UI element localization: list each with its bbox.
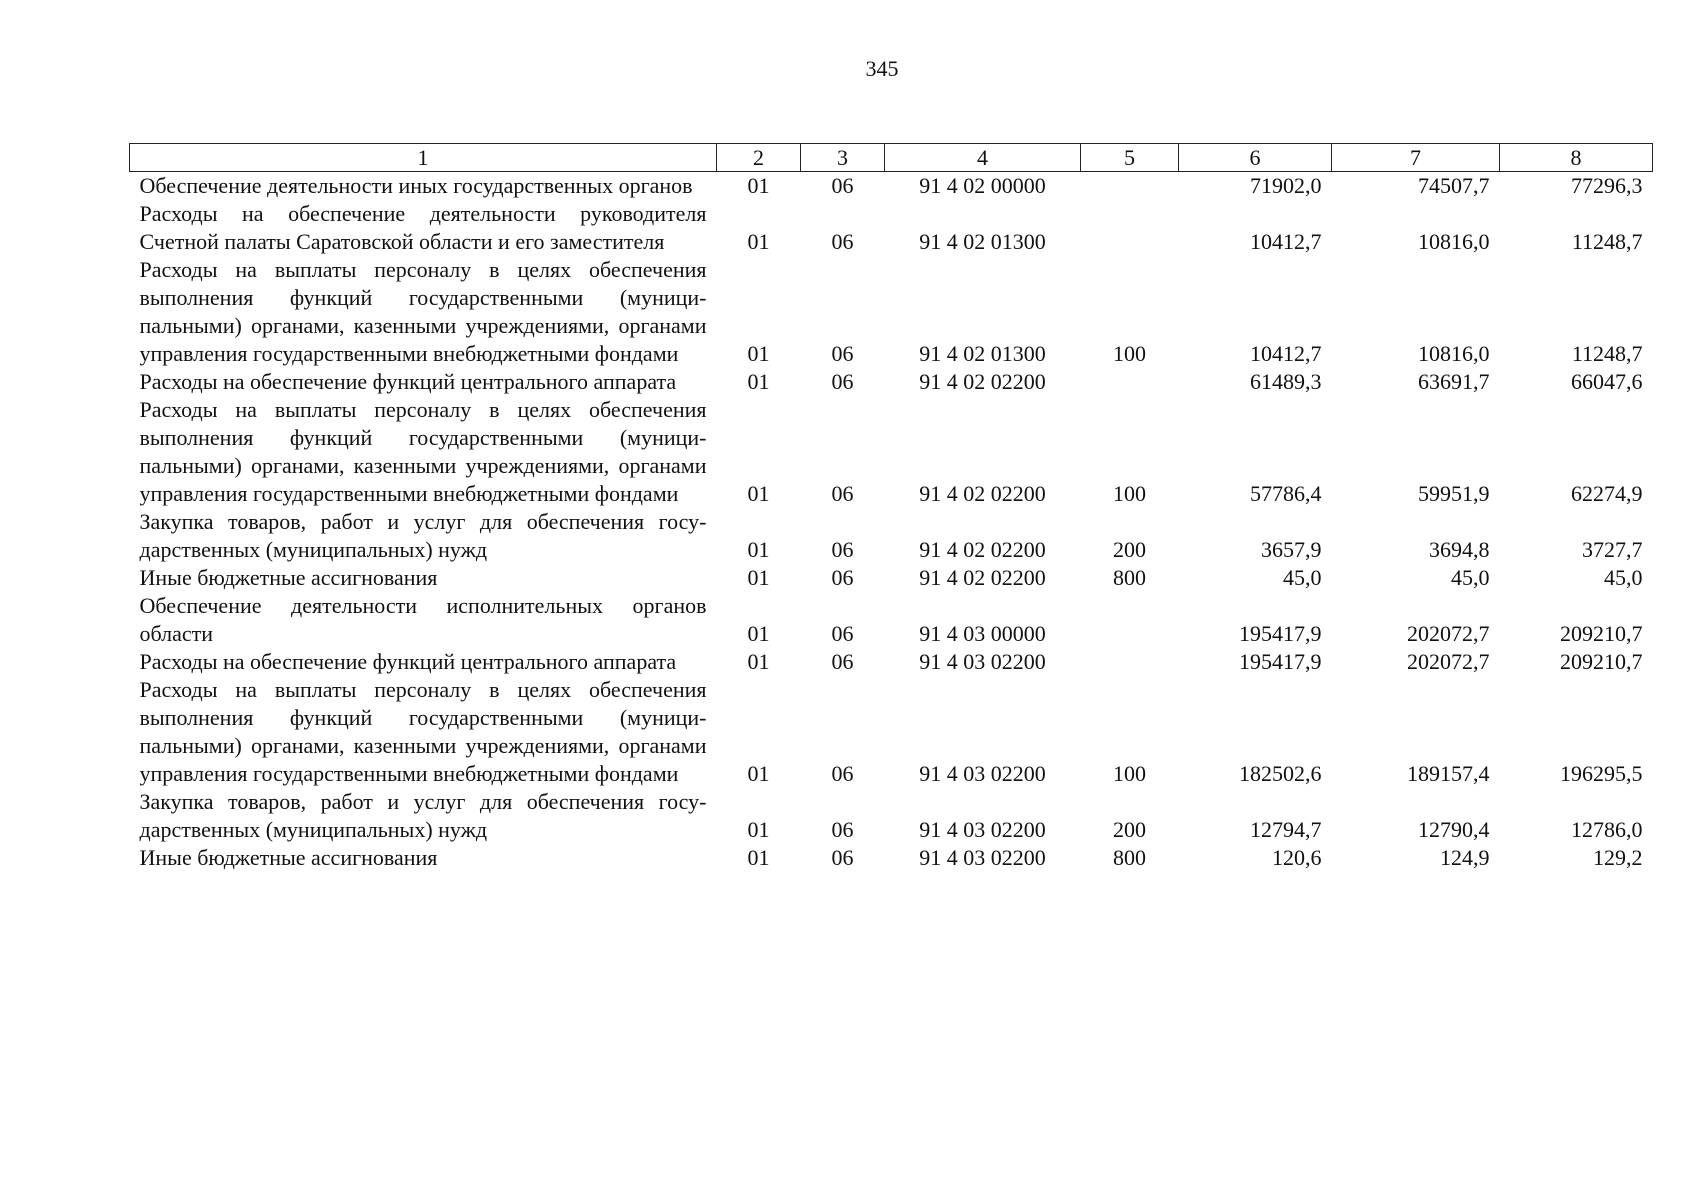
table-body [130, 172, 1653, 873]
row-expense-type: 200 [1113, 817, 1146, 842]
row-value-col7: 10816,0 [1418, 229, 1490, 254]
row-expense-type: 200 [1113, 537, 1146, 562]
row-section: 01 [747, 817, 770, 842]
row-expense-type: 800 [1113, 845, 1146, 870]
row-value-col7: 10816,0 [1418, 341, 1490, 366]
table-row [130, 172, 1653, 201]
row-value-col8: 11248,7 [1571, 341, 1643, 366]
row-expense-type [1081, 648, 1179, 676]
row-name: Обеспечение деятельности иных государственных органов [139, 173, 693, 198]
table-row [130, 564, 1653, 592]
row-value-col8: 209210,7 [1560, 649, 1643, 674]
row-section: 01 [747, 621, 770, 646]
budget-table [129, 143, 1653, 872]
row-section: 01 [747, 761, 770, 786]
row-subsection: 06 [831, 621, 854, 646]
row-value-col6: 12794,7 [1250, 817, 1322, 842]
row-section: 01 [747, 341, 770, 366]
row-subsection: 06 [831, 845, 854, 870]
row-expense-type: 100 [1113, 761, 1146, 786]
row-subsection: 06 [831, 341, 854, 366]
row-value-col8: 129,2 [1593, 845, 1643, 870]
row-value-col7: 202072,7 [1407, 621, 1490, 646]
page-number: 345 [865, 56, 899, 81]
row-expense-type: 100 [1113, 341, 1146, 366]
row-section: 01 [747, 481, 770, 506]
row-subsection: 06 [831, 481, 854, 506]
header-col-5: 5 [1081, 144, 1179, 172]
row-subsection: 06 [831, 229, 854, 254]
row-value-col6: 57786,4 [1250, 481, 1322, 506]
header-col-8: 8 [1500, 144, 1653, 172]
row-name: Расходы на выплаты персоналу в целях обеспечения выполнения функций государственными (муниципальными) органами, казенными учреждениями, органами управления государственными внебюджетными фондами [139, 397, 707, 506]
row-value-col8: 77296,3 [1571, 173, 1643, 198]
row-subsection: 06 [831, 761, 854, 786]
header-col-6: 6 [1179, 144, 1332, 172]
row-value-col7: 45,0 [1451, 565, 1490, 590]
row-section: 01 [747, 565, 770, 590]
row-section: 01 [747, 649, 770, 674]
row-value-col8: 11248,7 [1571, 229, 1643, 254]
row-target-code: 91 4 03 02200 [919, 817, 1046, 842]
row-value-col7: 202072,7 [1407, 649, 1490, 674]
row-expense-type: 100 [1113, 481, 1146, 506]
row-target-code: 91 4 02 02200 [919, 481, 1046, 506]
table-row [130, 396, 1653, 508]
row-target-code: 91 4 02 02200 [919, 369, 1046, 394]
table-row [130, 648, 1653, 676]
table-row [130, 592, 1653, 648]
row-name: Расходы на обеспечение функций центрального аппарата [139, 649, 677, 674]
header-row [130, 144, 1653, 172]
row-target-code: 91 4 02 01300 [919, 229, 1046, 254]
table-row [130, 508, 1653, 564]
row-value-col8: 196295,5 [1560, 761, 1643, 786]
row-value-col6: 61489,3 [1250, 369, 1322, 394]
row-target-code: 91 4 02 01300 [919, 341, 1046, 366]
table-row [130, 256, 1653, 368]
row-name: Расходы на обеспечение деятельности руководителя Счетной палаты Саратовской области и его заместителя [139, 201, 707, 254]
row-name: Расходы на выплаты персоналу в целях обеспечения выполнения функций государственными (муниципальными) органами, казенными учреждениями, органами управления государственными внебюджетными фондами [139, 677, 707, 786]
row-section: 01 [747, 537, 770, 562]
row-value-col8: 3727,7 [1582, 537, 1643, 562]
row-value-col8: 12786,0 [1571, 817, 1643, 842]
table-row [130, 368, 1653, 396]
row-expense-type [1081, 592, 1179, 648]
row-name: Расходы на обеспечение функций центрального аппарата [139, 369, 677, 394]
table-row [130, 844, 1653, 872]
row-subsection: 06 [831, 817, 854, 842]
row-section: 01 [747, 173, 770, 198]
row-subsection: 06 [831, 173, 854, 198]
row-section: 01 [747, 845, 770, 870]
header-col-7: 7 [1332, 144, 1500, 172]
row-value-col6: 45,0 [1283, 565, 1322, 590]
row-value-col6: 10412,7 [1250, 229, 1322, 254]
row-value-col8: 209210,7 [1560, 621, 1643, 646]
row-value-col6: 120,6 [1272, 845, 1322, 870]
row-expense-type [1081, 172, 1179, 201]
row-expense-type [1081, 200, 1179, 256]
row-value-col7: 12790,4 [1418, 817, 1490, 842]
row-value-col8: 62274,9 [1571, 481, 1643, 506]
table-header [130, 144, 1653, 172]
row-value-col6: 3657,9 [1261, 537, 1322, 562]
row-value-col7: 59951,9 [1418, 481, 1490, 506]
row-value-col6: 195417,9 [1239, 649, 1322, 674]
row-subsection: 06 [831, 537, 854, 562]
row-value-col7: 74507,7 [1418, 173, 1490, 198]
row-name: Закупка товаров, работ и услуг для обеспечения государственных (муниципальных) нужд [139, 789, 707, 842]
row-subsection: 06 [831, 565, 854, 590]
row-target-code: 91 4 03 02200 [919, 649, 1046, 674]
row-name: Закупка товаров, работ и услуг для обеспечения государственных (муниципальных) нужд [139, 509, 707, 562]
row-value-col8: 66047,6 [1571, 369, 1643, 394]
row-value-col6: 182502,6 [1239, 761, 1322, 786]
header-col-3: 3 [801, 144, 885, 172]
row-value-col8: 45,0 [1604, 565, 1643, 590]
row-value-col6: 10412,7 [1250, 341, 1322, 366]
row-target-code: 91 4 03 02200 [919, 761, 1046, 786]
row-expense-type: 800 [1113, 565, 1146, 590]
row-name: Иные бюджетные ассигнования [139, 845, 438, 870]
row-target-code: 91 4 02 02200 [919, 565, 1046, 590]
row-target-code: 91 4 03 02200 [919, 845, 1046, 870]
header-col-4: 4 [885, 144, 1081, 172]
table-row [130, 788, 1653, 844]
row-value-col7: 124,9 [1440, 845, 1490, 870]
row-target-code: 91 4 03 00000 [919, 621, 1046, 646]
row-value-col7: 3694,8 [1429, 537, 1490, 562]
row-target-code: 91 4 02 02200 [919, 537, 1046, 562]
row-subsection: 06 [831, 649, 854, 674]
row-name: Обеспечение деятельности исполнительных органов области [139, 593, 707, 646]
header-col-2: 2 [717, 144, 801, 172]
row-value-col7: 63691,7 [1418, 369, 1490, 394]
header-col-1: 1 [130, 144, 717, 172]
table-row [130, 200, 1653, 256]
row-value-col6: 195417,9 [1239, 621, 1322, 646]
row-value-col7: 189157,4 [1407, 761, 1490, 786]
row-target-code: 91 4 02 00000 [919, 173, 1046, 198]
table-row [130, 676, 1653, 788]
row-value-col6: 71902,0 [1250, 173, 1322, 198]
row-section: 01 [747, 369, 770, 394]
row-section: 01 [747, 229, 770, 254]
row-expense-type [1081, 368, 1179, 396]
row-name: Расходы на выплаты персоналу в целях обеспечения выполнения функций государственными (муниципальными) органами, казенными учреждениями, органами управления государственными внебюджетными фондами [139, 257, 707, 366]
row-subsection: 06 [831, 369, 854, 394]
row-name: Иные бюджетные ассигнования [139, 565, 438, 590]
